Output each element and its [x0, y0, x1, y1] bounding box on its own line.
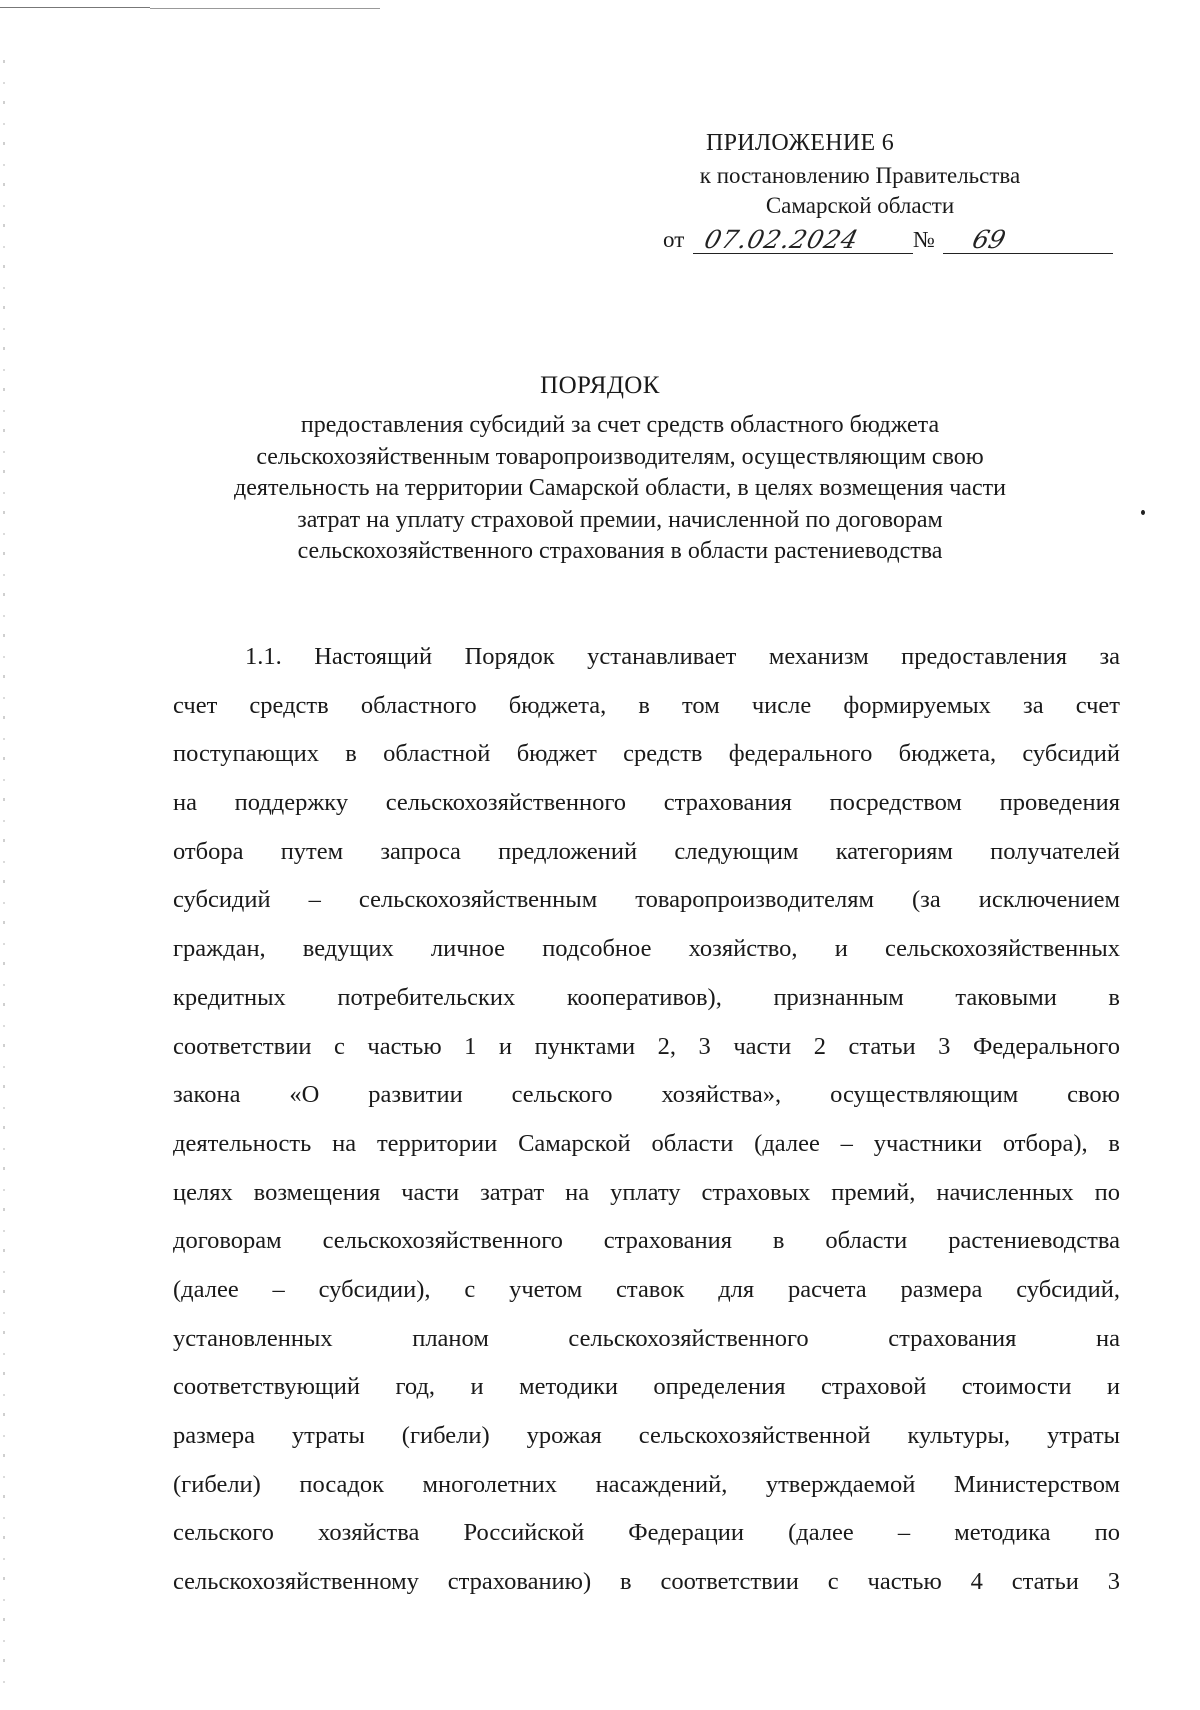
- appendix-resolution-line: к постановлению Правительства: [699, 163, 1021, 188]
- body-line: соответствующий год, и методики определения страховой стоимости и: [173, 1373, 1120, 1401]
- body-line: размера утраты (гибели) урожая сельскохозяйственной культуры, утраты: [173, 1422, 1120, 1449]
- handwritten-number: 69: [969, 225, 1009, 254]
- body-line: соответствии с частью 1 и пунктами 2, 3 части 2 статьи 3 Федерального: [173, 1032, 1120, 1060]
- body-line: кредитных потребительских кооперативов), признанным таковыми в: [173, 983, 1120, 1011]
- body-line: поступающих в областной бюджет средств федерального бюджета, субсидий: [173, 740, 1120, 768]
- subtitle-line: предоставления субсидий за счет средств областного бюджета: [300, 412, 940, 438]
- date-field: [693, 223, 913, 254]
- document-subtitle: [170, 410, 1070, 568]
- body-line: отбора путем запроса предложений следующим категориям получателей: [173, 837, 1120, 865]
- subtitle-line: сельскохозяйственным товаропроизводителям, осуществляющим свою: [256, 443, 984, 470]
- scan-artifact-line: [0, 7, 150, 8]
- scan-artifact-edge: [3, 60, 5, 1700]
- body-line: 1.1. Настоящий Порядок устанавливает механизм предоставления за: [245, 643, 1120, 670]
- number-field: [943, 223, 1113, 254]
- body-line: целях возмещения части затрат на уплату страховых премий, начисленных по: [173, 1178, 1120, 1206]
- body-line: счет средств областного бюджета, в том числе формируемых за счет: [173, 691, 1120, 719]
- subtitle-line: затрат на уплату страховой премии, начисленной по договорам: [297, 506, 943, 533]
- body-line: сельского хозяйства Российской Федерации (далее – методика по: [173, 1519, 1120, 1547]
- document-title: ПОРЯДОК: [540, 372, 660, 399]
- subtitle-line: деятельность на территории Самарской области, в целях возмещения части: [234, 475, 1006, 501]
- body-line: субсидий – сельскохозяйственным товаропроизводителям (за исключением: [173, 886, 1120, 914]
- body-line: деятельность на территории Самарской области (далее – участники отбора), в: [173, 1129, 1120, 1157]
- handwritten-date: 07.02.2024: [701, 225, 862, 254]
- scan-artifact-dot: [1141, 510, 1145, 515]
- body-line: сельскохозяйственному страхованию) в соответствии с частью 4 статьи 3: [173, 1568, 1120, 1596]
- body-paragraph: [173, 640, 1120, 1614]
- body-line: договорам сельскохозяйственного страхования в области растениеводства: [173, 1227, 1120, 1255]
- subtitle-line: сельскохозяйственного страхования в области растениеводства: [297, 538, 943, 564]
- body-line: закона «О развитии сельского хозяйства», осуществляющим свою: [173, 1081, 1120, 1109]
- from-label: от: [663, 227, 685, 252]
- appendix-title: ПРИЛОЖЕНИЕ 6: [705, 130, 895, 156]
- body-line: установленных планом сельскохозяйственного страхования на: [173, 1324, 1120, 1352]
- body-line: (далее – субсидии), с учетом ставок для расчета размера субсидий,: [173, 1275, 1120, 1303]
- body-line: на поддержку сельскохозяйственного страхования посредством проведения: [173, 789, 1120, 817]
- body-line: граждан, ведущих личное подсобное хозяйство, и сельскохозяйственных: [173, 935, 1120, 963]
- scan-artifact-line: [150, 8, 380, 9]
- resolution-reference: [663, 223, 1123, 257]
- body-line: (гибели) посадок многолетних насаждений, утверждаемой Министерством: [173, 1470, 1120, 1498]
- appendix-region-line: Самарской области: [765, 193, 955, 218]
- number-label: №: [913, 227, 935, 252]
